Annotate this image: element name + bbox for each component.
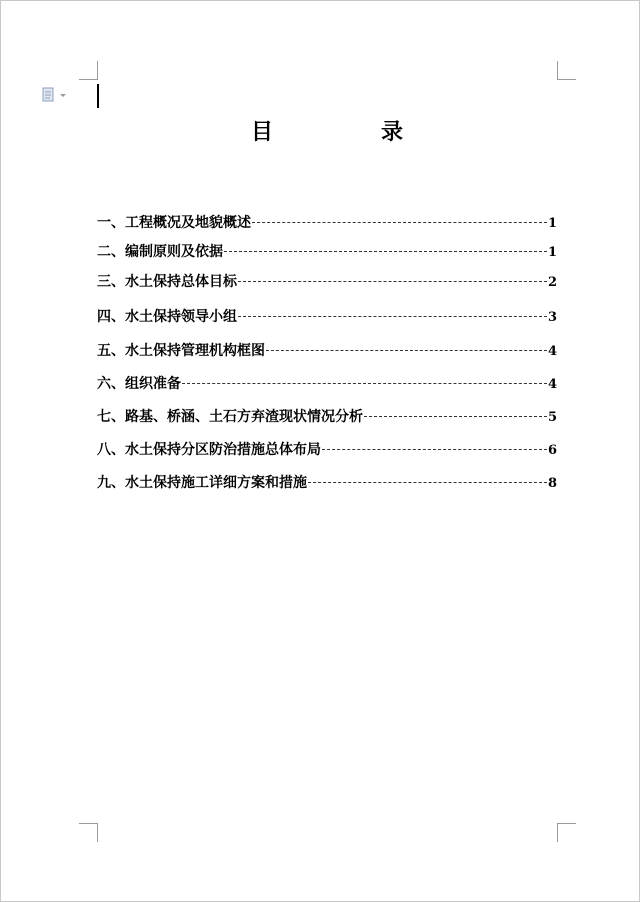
- toc-entry[interactable]: [97, 439, 557, 459]
- toc-entry-text: 八、水土保持分区防治措施总体布局: [97, 442, 321, 458]
- toc-leader-dots: [224, 251, 547, 252]
- margin-corner-bottom-left: [79, 823, 98, 842]
- toc-entry-text: 六、组织准备: [97, 376, 181, 392]
- toc-entry-text: 四、水土保持领导小组: [97, 309, 237, 325]
- toc-entry[interactable]: [97, 373, 557, 393]
- toc-entry[interactable]: [97, 271, 557, 291]
- toc-entry[interactable]: [97, 340, 557, 360]
- toc-title-char-1: 目: [250, 119, 273, 145]
- toc-entry-page: 2: [547, 275, 557, 290]
- toc-entry-page: 4: [547, 377, 557, 392]
- toc-leader-dots: [252, 222, 547, 223]
- toc-entry-text: 一、工程概况及地貌概述: [97, 215, 251, 231]
- toc-entry-text: 三、水土保持总体目标: [97, 274, 237, 290]
- margin-corner-bottom-right: [557, 823, 576, 842]
- toc-entry[interactable]: [97, 212, 557, 232]
- toc-entry[interactable]: [97, 306, 557, 326]
- toc-leader-dots: [238, 281, 547, 282]
- margin-corner-top-left: [79, 61, 98, 80]
- toc-title: [97, 115, 557, 145]
- toc-entry-page: 6: [547, 443, 557, 458]
- toc-leader-dots: [322, 449, 547, 450]
- toc-leader-dots: [266, 350, 547, 351]
- toc-entry-page: 4: [547, 344, 557, 359]
- toc-entry[interactable]: [97, 406, 557, 426]
- toc-entry-page: 5: [547, 410, 557, 425]
- toc-entry[interactable]: [97, 472, 557, 492]
- toc-entry-text: 二、编制原则及依据: [97, 244, 223, 260]
- toc-title-char-2: 录: [381, 119, 404, 145]
- toc-entry-page: 1: [547, 216, 557, 231]
- toc-leader-dots: [238, 316, 547, 317]
- text-cursor: [97, 84, 99, 108]
- toc-entry-page: 3: [547, 310, 557, 325]
- toc-entry-text: 五、水土保持管理机构框图: [97, 343, 265, 359]
- paste-options-icon[interactable]: [41, 87, 69, 103]
- toc-entry-page: 8: [547, 476, 557, 491]
- toc-leader-dots: [308, 482, 547, 483]
- toc-entry-page: 1: [547, 245, 557, 260]
- toc-entry[interactable]: [97, 241, 557, 261]
- toc-entry-text: 九、水土保持施工详细方案和措施: [97, 475, 307, 491]
- margin-corner-top-right: [557, 61, 576, 80]
- toc-entry-text: 七、路基、桥涵、土石方弃渣现状情况分析: [97, 409, 363, 425]
- toc-leader-dots: [182, 383, 547, 384]
- toc-leader-dots: [364, 416, 547, 417]
